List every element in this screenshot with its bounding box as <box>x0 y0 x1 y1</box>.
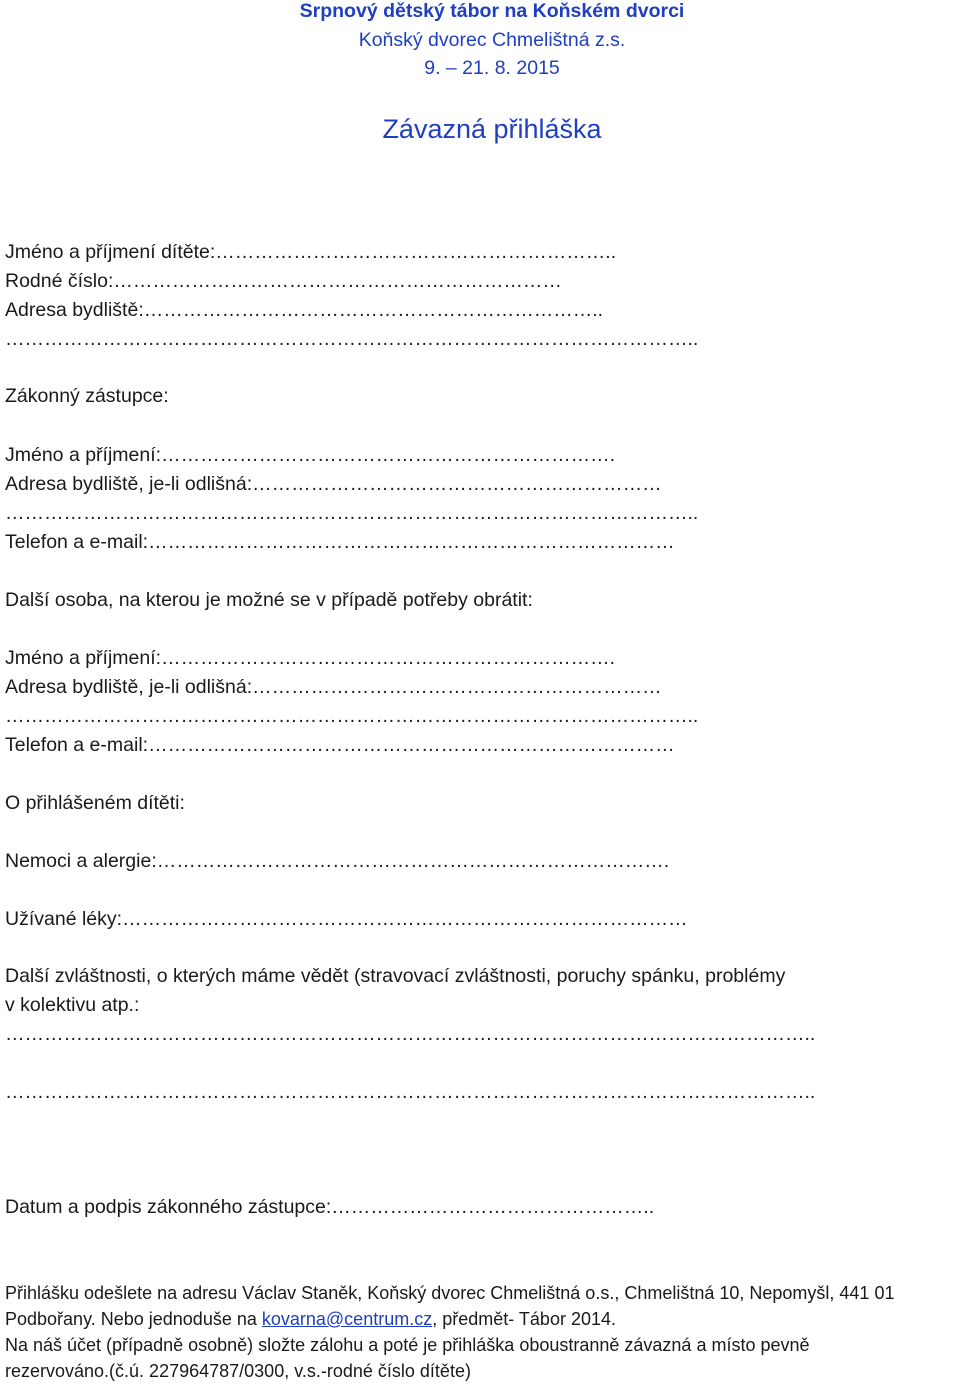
guardian-contact-field[interactable]: ……………………………………………………………………… <box>148 531 675 553</box>
other-contact-label: Telefon a e-mail: <box>5 734 149 756</box>
email-link[interactable]: kovarna@centrum.cz <box>261 1309 433 1329</box>
other-address-row <box>5 676 662 699</box>
other-address-field[interactable]: ……………………………………………………… <box>252 676 662 698</box>
other-address-field-2[interactable]: …………………………………………………………………………………………….. <box>5 705 699 727</box>
signature-row <box>5 1196 654 1219</box>
guardian-address-field[interactable]: ……………………………………………………… <box>252 473 662 495</box>
birth-number-field[interactable]: …………………………………………………………… <box>113 270 562 292</box>
other-name-row <box>5 647 615 670</box>
guardian-address-field-2[interactable]: …………………………………………………………………………………………….. <box>5 502 699 524</box>
illness-row <box>5 850 669 873</box>
medication-label: Užívané léky: <box>5 908 123 930</box>
guardian-heading: Zákonný zástupce: <box>5 385 169 407</box>
guardian-contact-label: Telefon a e-mail: <box>5 531 149 553</box>
birth-number-row <box>5 270 562 293</box>
organizer-name: Koňský dvorec Chmelištná z.s. <box>358 29 626 51</box>
special-needs-label: Další zvláštnosti, o kterých máme vědět (stravovací zvláštnosti, poruchy spánku, problémy <box>5 965 786 987</box>
footer-payment: Na náš účet (případně osobně) složte zálohu a poté je přihláška oboustranně závazná a místo pevně <box>5 1335 810 1355</box>
illness-label: Nemoci a alergie: <box>5 850 157 872</box>
birth-number-label: Rodné číslo: <box>5 270 114 292</box>
other-contact-row <box>5 734 675 757</box>
signature-field[interactable]: ………………………………………….. <box>331 1196 655 1218</box>
guardian-address-row <box>5 473 662 496</box>
guardian-address-row-2 <box>5 502 698 525</box>
about-child-heading: O přihlášeném dítěti: <box>5 792 185 814</box>
child-name-row <box>5 241 616 264</box>
signature-label: Datum a podpis zákonného zástupce: <box>5 1196 332 1218</box>
other-name-field[interactable]: ……………………………………………………………. <box>161 647 615 669</box>
other-contact-field[interactable]: ……………………………………………………………………… <box>148 734 675 756</box>
special-needs-field-2[interactable]: …………………………………………………………………………………………………………….. <box>5 1081 816 1103</box>
child-name-field[interactable]: …………………………………………………….. <box>215 241 617 263</box>
footer-email-prefix: Podbořany. Nebo jednoduše na <box>5 1309 262 1329</box>
footer-address: Přihlášku odešlete na adresu Václav Staněk, Koňský dvorec Chmelištná o.s., Chmelištná 10, Nepomyšl, 441 01 <box>5 1283 895 1303</box>
special-needs-field-1[interactable]: …………………………………………………………………………………………………………….. <box>5 1023 816 1045</box>
footer-email-suffix: , předmět- Tábor 2014. <box>432 1309 616 1329</box>
child-address-field-2[interactable]: …………………………………………………………………………………………….. <box>5 328 699 350</box>
form-title: Závazná přihláška <box>382 114 602 144</box>
illness-field[interactable]: ……………………………………………………………………. <box>156 850 670 872</box>
child-address-row <box>5 299 603 322</box>
child-address-row-2 <box>5 328 698 351</box>
medication-row <box>5 908 688 931</box>
child-name-label: Jméno a příjmení dítěte: <box>5 241 216 263</box>
guardian-name-row <box>5 444 615 467</box>
child-address-field[interactable]: …………………………………………………………….. <box>143 299 604 321</box>
special-needs-label-2: v kolektivu atp.: <box>5 994 140 1016</box>
footer-email-line <box>5 1309 960 1330</box>
child-address-label: Adresa bydliště: <box>5 299 144 321</box>
camp-dates: 9. – 21. 8. 2015 <box>424 57 560 79</box>
guardian-contact-row <box>5 531 675 554</box>
guardian-name-label: Jméno a příjmení: <box>5 444 162 466</box>
footer-account: rezervováno.(č.ú. 227964787/0300, v.s.-rodné číslo dítěte) <box>5 1361 471 1381</box>
other-name-label: Jméno a příjmení: <box>5 647 162 669</box>
guardian-name-field[interactable]: ……………………………………………………………. <box>161 444 615 466</box>
medication-field[interactable]: …………………………………………………………………………… <box>122 908 688 930</box>
other-address-row-2 <box>5 705 698 728</box>
other-address-label: Adresa bydliště, je-li odlišná: <box>5 676 253 698</box>
other-person-heading: Další osoba, na kterou je možné se v případě potřeby obrátit: <box>5 589 533 611</box>
guardian-address-label: Adresa bydliště, je-li odlišná: <box>5 473 253 495</box>
camp-title: Srpnový dětský tábor na Koňském dvorci <box>299 0 685 22</box>
